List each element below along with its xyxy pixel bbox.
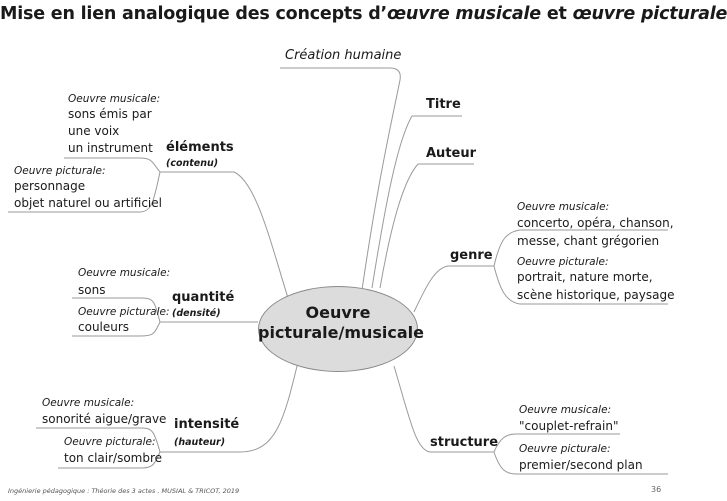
auteur-label: Auteur: [426, 146, 477, 161]
quantite-branch-label: quantité: [172, 290, 235, 305]
elements-musical-label: Oeuvre musicale:: [68, 93, 161, 105]
link-auteur: [380, 164, 474, 288]
genre-pictural-line-2: scène historique, paysage: [517, 288, 675, 302]
intensite-pictural-value: ton clair/sombre: [64, 451, 163, 465]
elements-musical-line-3: un instrument: [68, 141, 153, 155]
quantite-sub-label: (densité): [172, 308, 221, 319]
structure-musical-label: Oeuvre musicale:: [519, 404, 612, 416]
footer-credit: Ingénierie pédagogique : Théorie des 3 actes . MUSIAL & TRICOT, 2019: [8, 487, 240, 495]
genre-pictural-label: Oeuvre picturale:: [517, 256, 609, 268]
titre-label: Titre: [426, 97, 461, 112]
genre-pictural-line-1: portrait, nature morte,: [517, 270, 653, 284]
title-part-1: Mise en lien analogique des concepts d’: [0, 4, 387, 24]
page-number: 36: [651, 485, 662, 494]
genre-musical-line-2: messe, chant grégorien: [517, 234, 660, 248]
link-elements: [160, 172, 288, 298]
intensite-pictural-label: Oeuvre picturale:: [64, 436, 156, 448]
genre-musical-line-1: concerto, opéra, chanson,: [517, 216, 674, 230]
elements-musical-line-2: une voix: [68, 124, 120, 138]
elements-pictural-label: Oeuvre picturale:: [14, 165, 106, 177]
center-line-2: picturale/musicale: [258, 323, 425, 342]
structure-pictural-value: premier/second plan: [519, 458, 643, 472]
link-genre: [414, 266, 494, 312]
title-part-4: œuvre picturale: [572, 4, 727, 24]
genre-musical-label: Oeuvre musicale:: [517, 201, 610, 213]
quantite-pictural-value: couleurs: [78, 320, 130, 334]
elements-pictural-line-2: objet naturel ou artificiel: [14, 196, 162, 210]
structure-musical-value: "couplet-refrain": [519, 419, 619, 433]
intensite-sub-label: (hauteur): [174, 437, 226, 448]
title-part-2: œuvre musicale: [386, 4, 541, 24]
center-line-1: Oeuvre: [305, 303, 371, 322]
title-part-3: et: [540, 4, 573, 24]
link-creation: [280, 68, 400, 290]
quantite-pictural-label: Oeuvre picturale:: [78, 306, 170, 318]
elements-branch-label: éléments: [166, 140, 234, 155]
link-titre: [372, 116, 462, 288]
genre-branch-label: genre: [450, 248, 493, 263]
creation-label: Création humaine: [285, 48, 402, 63]
quantite-musical-label: Oeuvre musicale:: [78, 267, 171, 279]
structure-pictural-label: Oeuvre picturale:: [519, 443, 611, 455]
intensite-musical-value: sonorité aigue/grave: [42, 412, 167, 426]
elements-musical-line-1: sons émis par: [68, 107, 152, 121]
elements-pictural-line-1: personnage: [14, 179, 86, 193]
structure-branch-label: structure: [430, 435, 499, 450]
intensite-musical-label: Oeuvre musicale:: [42, 397, 135, 409]
quantite-musical-value: sons: [78, 283, 106, 297]
intensite-branch-label: intensité: [174, 417, 240, 432]
elements-sub-label: (contenu): [166, 158, 219, 169]
